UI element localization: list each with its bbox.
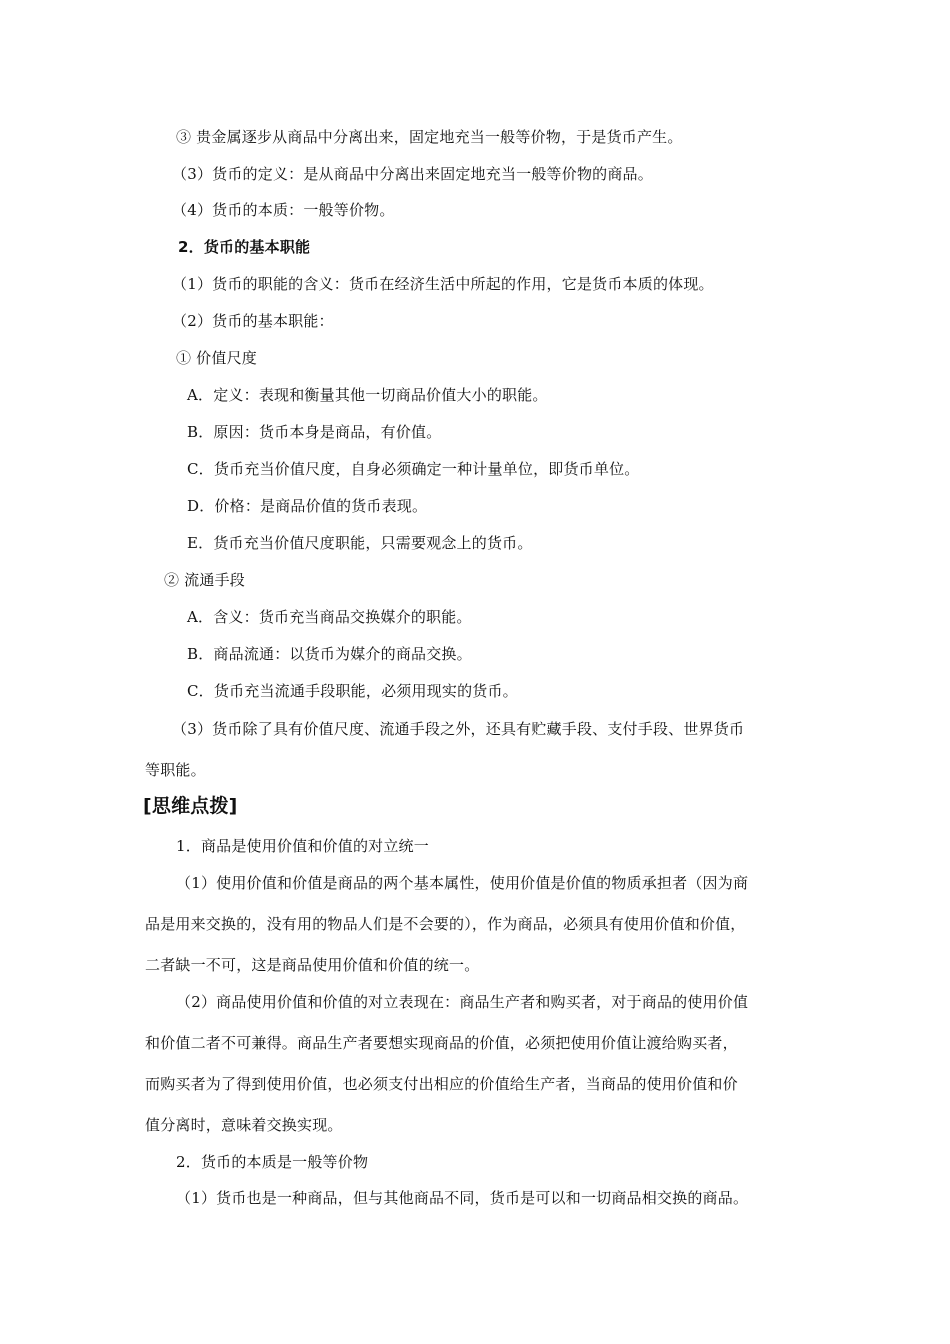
text-line: C．货币充当价值尺度，自身必须确定一种计量单位，即货币单位。	[187, 460, 640, 478]
text-line: E．货币充当价值尺度职能，只需要观念上的货币。	[187, 534, 533, 552]
text-line: A．定义：表现和衡量其他一切商品价值大小的职能。	[187, 386, 548, 404]
text-line: ① 价值尺度	[176, 349, 257, 367]
text-line: 品是用来交换的，没有用的物品人们是不会要的），作为商品，必须具有使用价值和价值，	[145, 915, 746, 933]
text-line: （3）货币的定义：是从商品中分离出来固定地充当一般等价物的商品。	[172, 165, 653, 183]
text-line: B．原因：货币本身是商品，有价值。	[187, 423, 442, 441]
text-line: （3）货币除了具有价值尺度、流通手段之外，还具有贮藏手段、支付手段、世界货币	[172, 720, 745, 738]
text-line: C．货币充当流通手段职能，必须用现实的货币。	[187, 682, 518, 700]
text-line: ② 流通手段	[164, 571, 245, 589]
section-title: [思维点拨]	[143, 795, 238, 817]
text-line: B．商品流通：以货币为媒介的商品交换。	[187, 645, 472, 663]
text-line: （1）货币的职能的含义：货币在经济生活中所起的作用，它是货币本质的体现。	[172, 275, 714, 293]
text-line: ③ 贵金属逐步从商品中分离出来，固定地充当一般等价物，于是货币产生。	[176, 128, 683, 146]
text-line: （2）商品使用价值和价值的对立表现在：商品生产者和购买者，对于商品的使用价值	[176, 993, 749, 1011]
text-line: 1．商品是使用价值和价值的对立统一	[176, 837, 429, 855]
text-line: （2）货币的基本职能：	[172, 312, 334, 330]
text-line: （4）货币的本质：一般等价物。	[172, 201, 395, 219]
text-line: （1）货币也是一种商品，但与其他商品不同，货币是可以和一切商品相交换的商品。	[176, 1189, 749, 1207]
text-line: D．价格：是商品价值的货币表现。	[187, 497, 428, 515]
text-line: A．含义：货币充当商品交换媒介的职能。	[187, 608, 472, 626]
text-line: 而购买者为了得到使用价值，也必须支付出相应的价值给生产者，当商品的使用价值和价	[145, 1075, 738, 1093]
text-line: （1）使用价值和价值是商品的两个基本属性，使用价值是价值的物质承担者（因为商	[176, 874, 749, 892]
section-heading: 2．货币的基本职能	[178, 238, 311, 256]
text-line: 值分离时，意味着交换实现。	[145, 1116, 343, 1134]
text-line: 二者缺一不可，这是商品使用价值和价值的统一。	[145, 956, 480, 974]
text-line: 等职能。	[145, 761, 206, 779]
text-line: 2．货币的本质是一般等价物	[176, 1153, 369, 1171]
text-line: 和价值二者不可兼得。商品生产者要想实现商品的价值，必须把使用价值让渡给购买者，	[145, 1034, 738, 1052]
